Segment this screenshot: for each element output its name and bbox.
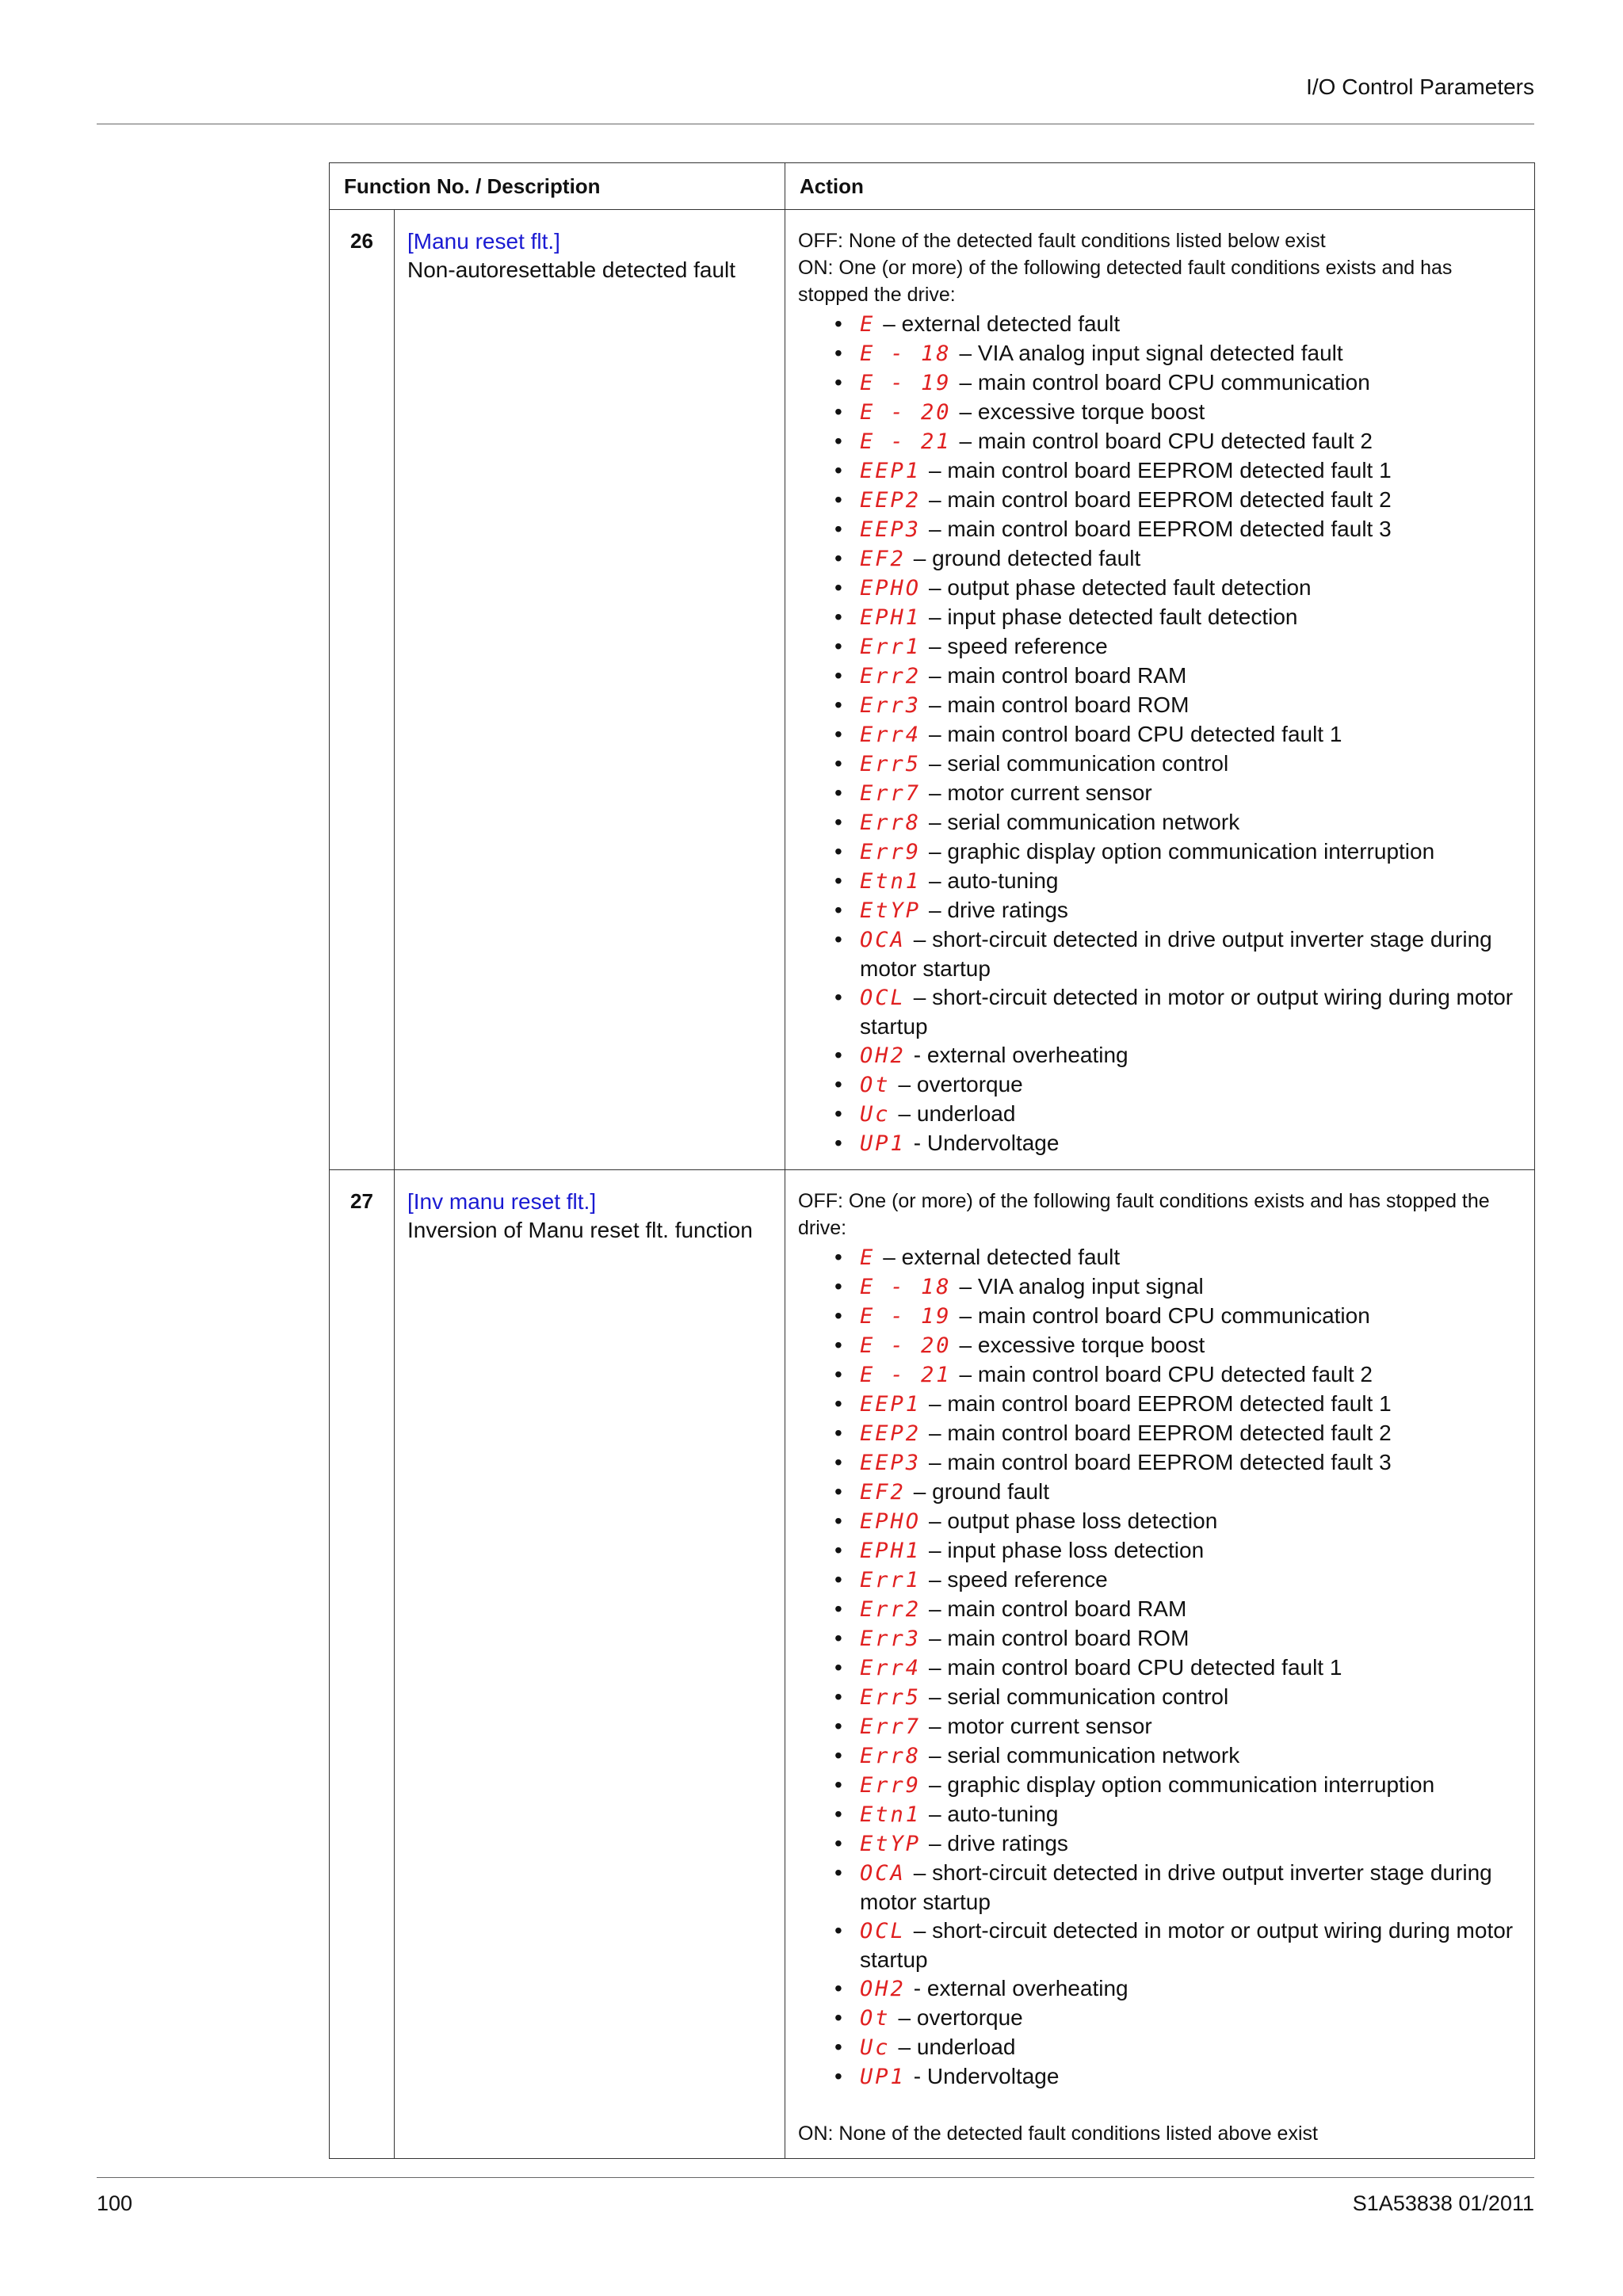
fault-description: - external overheating — [913, 1043, 1128, 1067]
list-item — [834, 1917, 1525, 1974]
fault-code: Etn1 — [860, 1802, 922, 1827]
parameter-table — [329, 162, 1535, 2159]
list-item — [834, 983, 1525, 1041]
fault-code: EEP1 — [860, 459, 922, 483]
action-cell — [785, 1170, 1535, 2159]
list-item — [834, 837, 1525, 867]
list-item — [834, 1302, 1525, 1331]
fault-description: – ground detected fault — [913, 546, 1141, 570]
list-item — [834, 1331, 1525, 1360]
function-number: 27 — [330, 1170, 395, 2159]
fault-code: OCA — [860, 928, 906, 952]
fault-code: Err7 — [860, 1714, 922, 1739]
fault-code: EEP2 — [860, 1421, 922, 1446]
fault-description: – main control board EEPROM detected fault 2 — [929, 487, 1392, 512]
list-item — [834, 1566, 1525, 1595]
fault-code: Ot — [860, 2006, 891, 2031]
list-item — [834, 2004, 1525, 2033]
fault-code: Ot — [860, 1073, 891, 1097]
fault-code: Err1 — [860, 1568, 922, 1592]
action-intro-text: OFF: None of the detected fault conditions listed below exist — [798, 230, 1326, 252]
fault-code: Err5 — [860, 752, 922, 776]
list-item — [834, 1507, 1525, 1536]
list-item — [834, 2033, 1525, 2062]
fault-description: – underload — [898, 2035, 1016, 2059]
fault-description: – serial communication network — [929, 1743, 1240, 1768]
list-item — [834, 1536, 1525, 1566]
fault-code: Err8 — [860, 810, 922, 835]
fault-code: Err2 — [860, 664, 922, 688]
function-number: 26 — [330, 210, 395, 1170]
fault-description: – short-circuit detected in drive output inverter stage during motor startup — [860, 1860, 1492, 1914]
fault-code: E - 20 — [860, 400, 952, 425]
fault-description: – ground fault — [913, 1479, 1050, 1504]
fault-code: E - 21 — [860, 1363, 952, 1387]
fault-description: - external overheating — [913, 1976, 1128, 2000]
fault-code: Err9 — [860, 840, 922, 864]
fault-description: – short-circuit detected in motor or output wiring during motor startup — [860, 985, 1514, 1039]
list-item — [834, 1419, 1525, 1448]
fault-description: – output phase loss detection — [929, 1508, 1218, 1533]
fault-code: Err9 — [860, 1773, 922, 1798]
fault-code: E - 18 — [860, 1275, 952, 1299]
fault-description: – VIA analog input signal — [959, 1274, 1204, 1299]
fault-code-list — [798, 310, 1525, 1158]
fault-code: EEP3 — [860, 517, 922, 542]
list-item — [834, 691, 1525, 720]
list-item — [834, 603, 1525, 632]
fault-description: – speed reference — [929, 1567, 1108, 1592]
list-item — [834, 662, 1525, 691]
fault-description: – external detected fault — [883, 1245, 1121, 1269]
fault-code: Err8 — [860, 1744, 922, 1768]
fault-code: Err5 — [860, 1685, 922, 1710]
column-header-function: Function No. / Description — [330, 163, 785, 210]
fault-description: – main control board ROM — [929, 692, 1190, 717]
fault-code: EPHO — [860, 1509, 922, 1534]
list-item — [834, 1360, 1525, 1390]
fault-code: Uc — [860, 2035, 891, 2060]
fault-code: E - 21 — [860, 429, 952, 454]
fault-description: – input phase loss detection — [929, 1538, 1205, 1562]
fault-description: – overtorque — [898, 2005, 1023, 2030]
fault-description: – main control board RAM — [929, 663, 1187, 688]
list-item — [834, 1624, 1525, 1653]
fault-description: – excessive torque boost — [959, 399, 1205, 424]
list-item — [834, 1859, 1525, 1917]
list-item — [834, 896, 1525, 925]
list-item — [834, 456, 1525, 486]
table-row — [330, 210, 1535, 1170]
list-item — [834, 1478, 1525, 1507]
fault-description: – main control board CPU detected fault 1 — [929, 722, 1342, 746]
fault-description: – main control board CPU communication — [959, 370, 1370, 395]
fault-code: Etn1 — [860, 869, 922, 894]
fault-code: EF2 — [860, 547, 906, 571]
fault-code: E — [860, 1245, 876, 1270]
fault-description: – motor current sensor — [929, 1714, 1152, 1738]
list-item — [834, 310, 1525, 339]
page-number: 100 — [97, 2191, 133, 2215]
fault-code: E - 19 — [860, 1304, 952, 1329]
fault-code: Uc — [860, 1102, 891, 1127]
list-item — [834, 1683, 1525, 1712]
list-item — [834, 427, 1525, 456]
fault-description: – main control board CPU communication — [959, 1303, 1370, 1328]
fault-description: – main control board EEPROM detected fault 1 — [929, 1391, 1392, 1416]
table-header-row — [330, 163, 1535, 210]
fault-code: OH2 — [860, 1043, 906, 1068]
list-item — [834, 749, 1525, 779]
list-item — [834, 368, 1525, 398]
list-item — [834, 574, 1525, 603]
list-item — [834, 1448, 1525, 1478]
fault-code: EEP3 — [860, 1451, 922, 1475]
fault-description: – serial communication control — [929, 751, 1229, 776]
list-item — [834, 720, 1525, 749]
list-item — [834, 339, 1525, 368]
fault-description: – main control board RAM — [929, 1596, 1187, 1621]
fault-description: – motor current sensor — [929, 780, 1152, 805]
fault-description: – drive ratings — [929, 1831, 1068, 1855]
fault-code: E - 20 — [860, 1333, 952, 1358]
list-item — [834, 1272, 1525, 1302]
action-cell — [785, 210, 1535, 1170]
fault-code: UP1 — [860, 2065, 906, 2089]
list-item — [834, 2062, 1525, 2092]
fault-code: OH2 — [860, 1977, 906, 2001]
fault-code: Err3 — [860, 1627, 922, 1651]
fault-code: E - 18 — [860, 341, 952, 366]
fault-description: – graphic display option communication interruption — [929, 839, 1435, 864]
fault-description: – main control board EEPROM detected fault 3 — [929, 517, 1392, 541]
fault-code: E - 19 — [860, 371, 952, 395]
list-item — [834, 925, 1525, 983]
fault-description: – speed reference — [929, 634, 1108, 658]
page-header-title: I/O Control Parameters — [1306, 74, 1534, 99]
fault-code: UP1 — [860, 1131, 906, 1156]
list-item — [834, 808, 1525, 837]
fault-code: Err4 — [860, 723, 922, 747]
footer-divider — [97, 2177, 1534, 2178]
fault-description: – input phase detected fault detection — [929, 605, 1298, 629]
function-name-link[interactable]: [Inv manu reset flt.] — [407, 1189, 597, 1214]
list-item — [834, 1100, 1525, 1129]
fault-description: – main control board EEPROM detected fault 2 — [929, 1421, 1392, 1445]
list-item — [834, 1800, 1525, 1829]
fault-code: OCL — [860, 986, 906, 1010]
function-description: Non-autoresettable detected fault — [407, 257, 736, 282]
fault-description: – main control board CPU detected fault 2 — [959, 429, 1373, 453]
list-item — [834, 1653, 1525, 1683]
action-intro-text: ON: One (or more) of the following detected fault conditions exists and has stopped the drive: — [798, 257, 1453, 306]
function-name-link[interactable]: [Manu reset flt.] — [407, 229, 560, 254]
fault-code: EPHO — [860, 576, 922, 601]
fault-code-list — [798, 1243, 1525, 2092]
fault-description: – main control board CPU detected fault 2 — [959, 1362, 1373, 1386]
list-item — [834, 1741, 1525, 1771]
fault-description: – underload — [898, 1101, 1016, 1126]
list-item — [834, 1595, 1525, 1624]
fault-code: EtYP — [860, 1832, 922, 1856]
list-item — [834, 515, 1525, 544]
fault-code: E — [860, 312, 876, 337]
fault-description: – drive ratings — [929, 898, 1068, 922]
list-item — [834, 867, 1525, 896]
list-item — [834, 1771, 1525, 1800]
list-item — [834, 779, 1525, 808]
list-item — [834, 1829, 1525, 1859]
fault-description: – main control board ROM — [929, 1626, 1190, 1650]
fault-description: – short-circuit detected in motor or output wiring during motor startup — [860, 1918, 1514, 1972]
list-item — [834, 1390, 1525, 1419]
fault-code: Err4 — [860, 1656, 922, 1680]
list-item — [834, 398, 1525, 427]
fault-description: – overtorque — [898, 1072, 1023, 1097]
fault-code: OCL — [860, 1919, 906, 1943]
fault-code: Err3 — [860, 693, 922, 718]
list-item — [834, 1712, 1525, 1741]
list-item — [834, 544, 1525, 574]
fault-description: – VIA analog input signal detected fault — [959, 341, 1343, 365]
fault-description: - Undervoltage — [913, 2064, 1060, 2088]
document-reference: S1A53838 01/2011 — [1352, 2191, 1534, 2215]
list-item — [834, 1129, 1525, 1158]
fault-code: EEP1 — [860, 1392, 922, 1417]
fault-code: EPH1 — [860, 1539, 922, 1563]
fault-code: Err1 — [860, 635, 922, 659]
fault-description: – serial communication network — [929, 810, 1240, 834]
fault-description: – external detected fault — [883, 311, 1121, 336]
list-item — [834, 1243, 1525, 1272]
function-cell — [395, 210, 785, 1170]
fault-description: - Undervoltage — [913, 1131, 1060, 1155]
table-row — [330, 1170, 1535, 2159]
action-outro-text: ON: None of the detected fault conditions listed above exist — [798, 2122, 1318, 2145]
fault-description: – output phase detected fault detection — [929, 575, 1312, 600]
fault-code: EPH1 — [860, 605, 922, 630]
list-item — [834, 486, 1525, 515]
function-cell — [395, 1170, 785, 2159]
fault-code: OCA — [860, 1861, 906, 1886]
function-description: Inversion of Manu reset flt. function — [407, 1218, 753, 1242]
fault-code: Err7 — [860, 781, 922, 806]
fault-code: EEP2 — [860, 488, 922, 513]
list-item — [834, 632, 1525, 662]
list-item — [834, 1974, 1525, 2004]
fault-description: – main control board EEPROM detected fault 3 — [929, 1450, 1392, 1474]
spacer — [798, 2092, 1525, 2120]
fault-code: Err2 — [860, 1597, 922, 1622]
action-intro-text: OFF: One (or more) of the following fault conditions exists and has stopped the drive: — [798, 1190, 1490, 1239]
fault-code: EtYP — [860, 898, 922, 923]
fault-code: EF2 — [860, 1480, 906, 1505]
list-item — [834, 1041, 1525, 1070]
fault-description: – excessive torque boost — [959, 1333, 1205, 1357]
column-header-action: Action — [785, 163, 1535, 210]
fault-description: – graphic display option communication interruption — [929, 1772, 1435, 1797]
fault-description: – main control board EEPROM detected fault 1 — [929, 458, 1392, 482]
fault-description: – auto-tuning — [929, 1802, 1059, 1826]
fault-description: – short-circuit detected in drive output inverter stage during motor startup — [860, 927, 1492, 981]
fault-description: – auto-tuning — [929, 868, 1059, 893]
list-item — [834, 1070, 1525, 1100]
fault-description: – main control board CPU detected fault 1 — [929, 1655, 1342, 1680]
fault-description: – serial communication control — [929, 1684, 1229, 1709]
